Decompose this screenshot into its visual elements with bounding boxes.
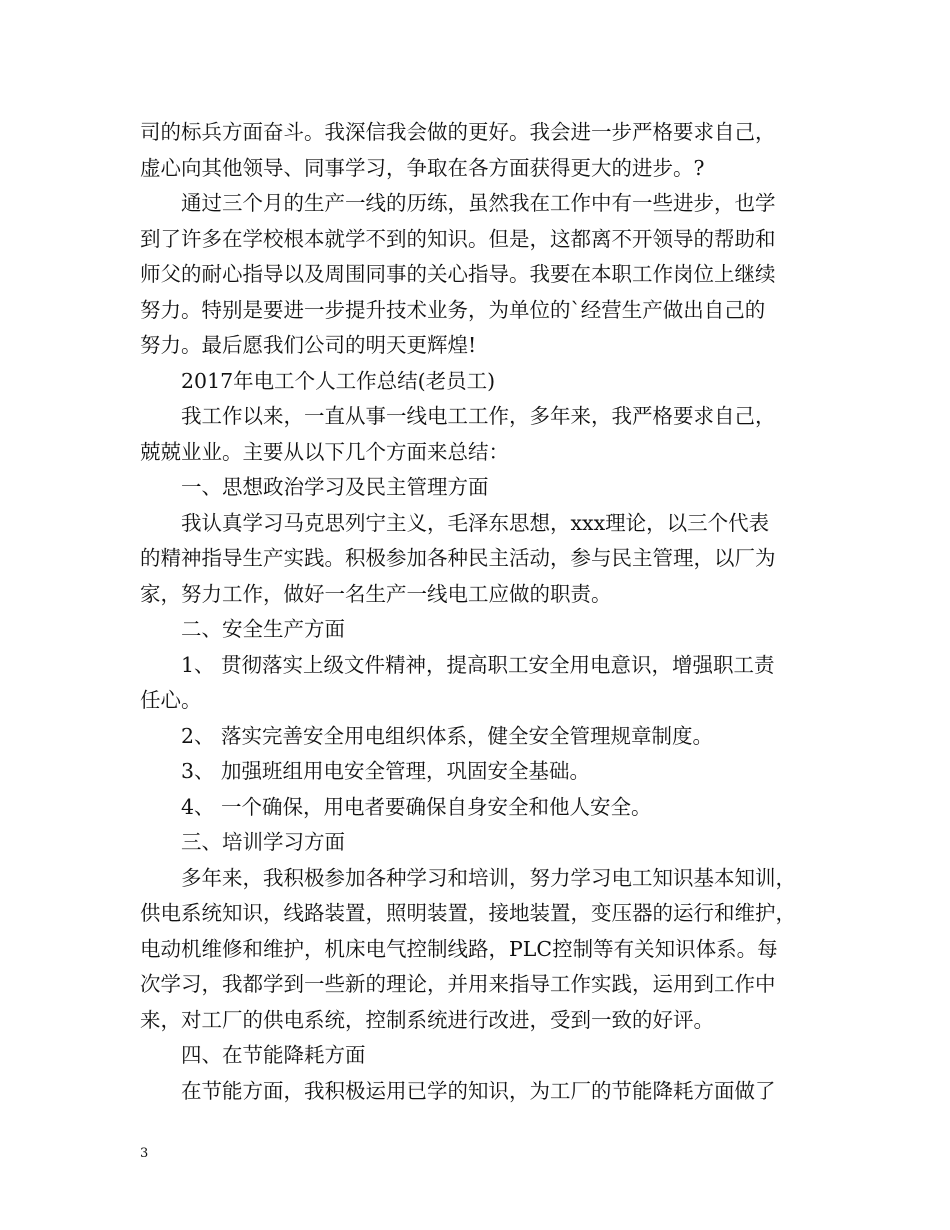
- section-heading: 二、安全生产方面: [181, 617, 345, 641]
- text-line: 次学习，我都学到一些新的理论，并用来指导工作实践，运用到工作中: [140, 972, 776, 996]
- page-number: 3: [140, 1146, 149, 1161]
- text-line: 多年来，我积极参加各种学习和培训，努力学习电工知识基本知训，: [181, 865, 796, 890]
- text-line: 通过三个月的生产一线的历练，虽然我在工作中有一些进步，也学: [181, 191, 776, 215]
- list-item: 2、 落实完善安全用电组织体系，健全安全管理规章制度。: [181, 723, 714, 748]
- text-line: 任心。: [140, 688, 202, 712]
- section-title: 2017年电工个人工作总结(老员工): [181, 368, 496, 393]
- list-item: 4、 一个确保，用电者要确保自身安全和他人安全。: [181, 794, 652, 819]
- text-line: 虚心向其他领导、同事学习，争取在各方面获得更大的进步。?: [140, 155, 705, 180]
- list-item: 1、 贯彻落实上级文件精神，提高职工安全用电意识，增强职工责: [181, 652, 775, 677]
- text-line: 到了许多在学校根本就学不到的知识。但是，这都离不开领导的帮助和: [140, 226, 776, 251]
- section-heading: 一、思想政治学习及民主管理方面: [181, 475, 489, 499]
- text-line: 司的标兵方面奋斗。我深信我会做的更好。我会进一步严格要求自己，: [140, 120, 776, 144]
- section-heading: 四、在节能降耗方面: [181, 1043, 366, 1067]
- section-heading: 三、培训学习方面: [181, 830, 345, 854]
- text-line: 家，努力工作，做好一名生产一线电工应做的职责。: [140, 581, 612, 606]
- text-line: 我认真学习马克思列宁主义，毛泽东思想，xxx理论，以三个代表: [181, 510, 770, 535]
- list-item: 3、 加强班组用电安全管理，巩固安全基础。: [181, 759, 591, 783]
- body-text: [140, 115, 820, 1109]
- text-line: 在节能方面，我积极运用已学的知识，为工厂的节能降耗方面做了: [181, 1078, 776, 1103]
- text-line: 努力。特别是要进一步提升技术业务，为单位的`经营生产做出自己的: [140, 297, 766, 322]
- text-line: 来，对工厂的供电系统，控制系统进行改进，受到一致的好评。: [140, 1007, 714, 1032]
- text-line: 的精神指导生产实践。积极参加各种民主活动，参与民主管理，以厂为: [140, 546, 776, 570]
- text-line: 电动机维修和维护，机床电气控制线路，PLC控制等有关知识体系。每: [140, 936, 778, 961]
- text-line: 努力。最后愿我们公司的明天更辉煌!: [140, 333, 477, 357]
- text-line: 兢兢业业。主要从以下几个方面来总结：: [140, 439, 509, 464]
- text-line: 供电系统知识，线路装置，照明装置，接地装置，变压器的运行和维护，: [140, 901, 796, 925]
- text-line: 我工作以来，一直从事一线电工工作，多年来，我严格要求自己，: [181, 404, 776, 428]
- text-line: 师父的耐心指导以及周围同事的关心指导。我要在本职工作岗位上继续: [140, 262, 776, 286]
